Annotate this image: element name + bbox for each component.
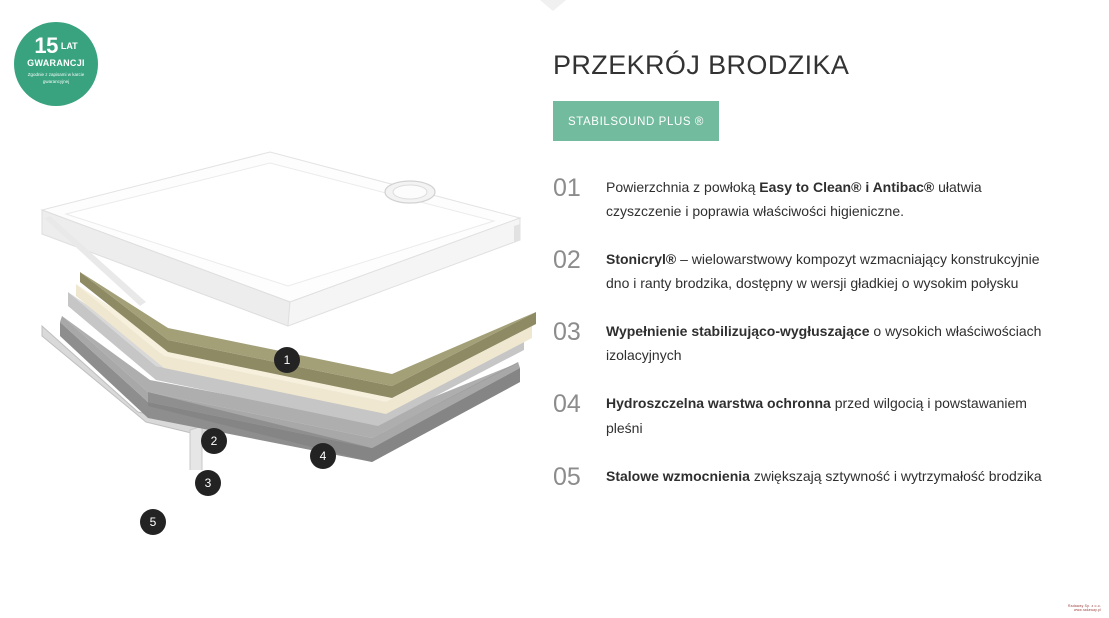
drain-inner [393, 185, 427, 199]
text-post: zwiększają sztywność i wytrzymałość brodzika [749, 467, 1042, 484]
corner-logo-line2: www.radaway.pl [1073, 607, 1101, 612]
list-item-text [606, 175, 1056, 223]
text-bold: Wypełnienie stabilizująco-wygłuszające [606, 323, 870, 340]
list-item-text [606, 464, 1056, 488]
page-title: PRZEKRÓJ BRODZIKA [553, 50, 850, 80]
text-bold: Stonicryl® [606, 251, 677, 268]
shower-tray-cross-section [20, 130, 540, 529]
list-item [553, 247, 1109, 295]
list-item [553, 319, 1109, 367]
list-item [553, 175, 1109, 223]
warranty-unit: LAT [60, 40, 78, 51]
content-panel [553, 0, 1109, 618]
list-item-number: 02 [553, 246, 581, 275]
marker-3[interactable]: 3 [195, 470, 221, 496]
list-item [553, 464, 1109, 490]
text-post: przed wilgocią i powstawaniem pleśni [606, 395, 1027, 436]
text-pre: Powierzchnia z powłoką [606, 179, 760, 195]
tab-stabilsound-plus[interactable]: STABILSOUND PLUS ® [553, 101, 719, 141]
list-item [553, 391, 1109, 439]
marker-4[interactable]: 4 [310, 443, 336, 469]
list-item-text [606, 319, 1056, 367]
marker-2[interactable]: 2 [201, 428, 227, 454]
corner-logo-line1: Radaway Sp. z o.o. [1067, 603, 1101, 608]
list-item-number: 05 [553, 462, 581, 491]
list-item-number: 01 [553, 174, 581, 202]
corner-logo [1068, 604, 1101, 613]
marker-1[interactable]: 1 [274, 347, 300, 373]
text-post: o wysokich właściwościach izolacyjnych [606, 323, 1042, 364]
marker-5[interactable]: 5 [140, 509, 166, 535]
steel-strip [190, 426, 202, 470]
warranty-note: Zgodnie z zapisami w karcie gwarancyjnej [27, 72, 85, 84]
illustration-panel [0, 0, 540, 618]
warranty-years: 15 [34, 33, 58, 58]
text-bold: Stalowe wzmocnienia [606, 467, 750, 484]
feature-list [553, 175, 1109, 514]
list-item-text [606, 247, 1056, 295]
list-item-number: 04 [553, 390, 581, 419]
tray-edge-right-rail [514, 224, 520, 242]
tray-layers-svg [20, 130, 540, 470]
list-item-number: 03 [553, 318, 581, 347]
list-item-text [606, 391, 1056, 439]
text-post: ułatwia czyszczenie i poprawia właściwości higieniczne. [606, 179, 982, 220]
warranty-badge [14, 22, 98, 106]
warranty-label: GWARANCJI [27, 58, 85, 68]
text-bold: Hydroszczelna warstwa ochronna [606, 395, 831, 412]
text-post: – wielowarstwowy kompozyt wzmacniający konstrukcyjnie dno i ranty brodzika, dostępny w wersji gładkiej o wysokim połysku [606, 251, 1040, 292]
text-bold: Easy to Clean® i Antibac® [759, 179, 935, 195]
